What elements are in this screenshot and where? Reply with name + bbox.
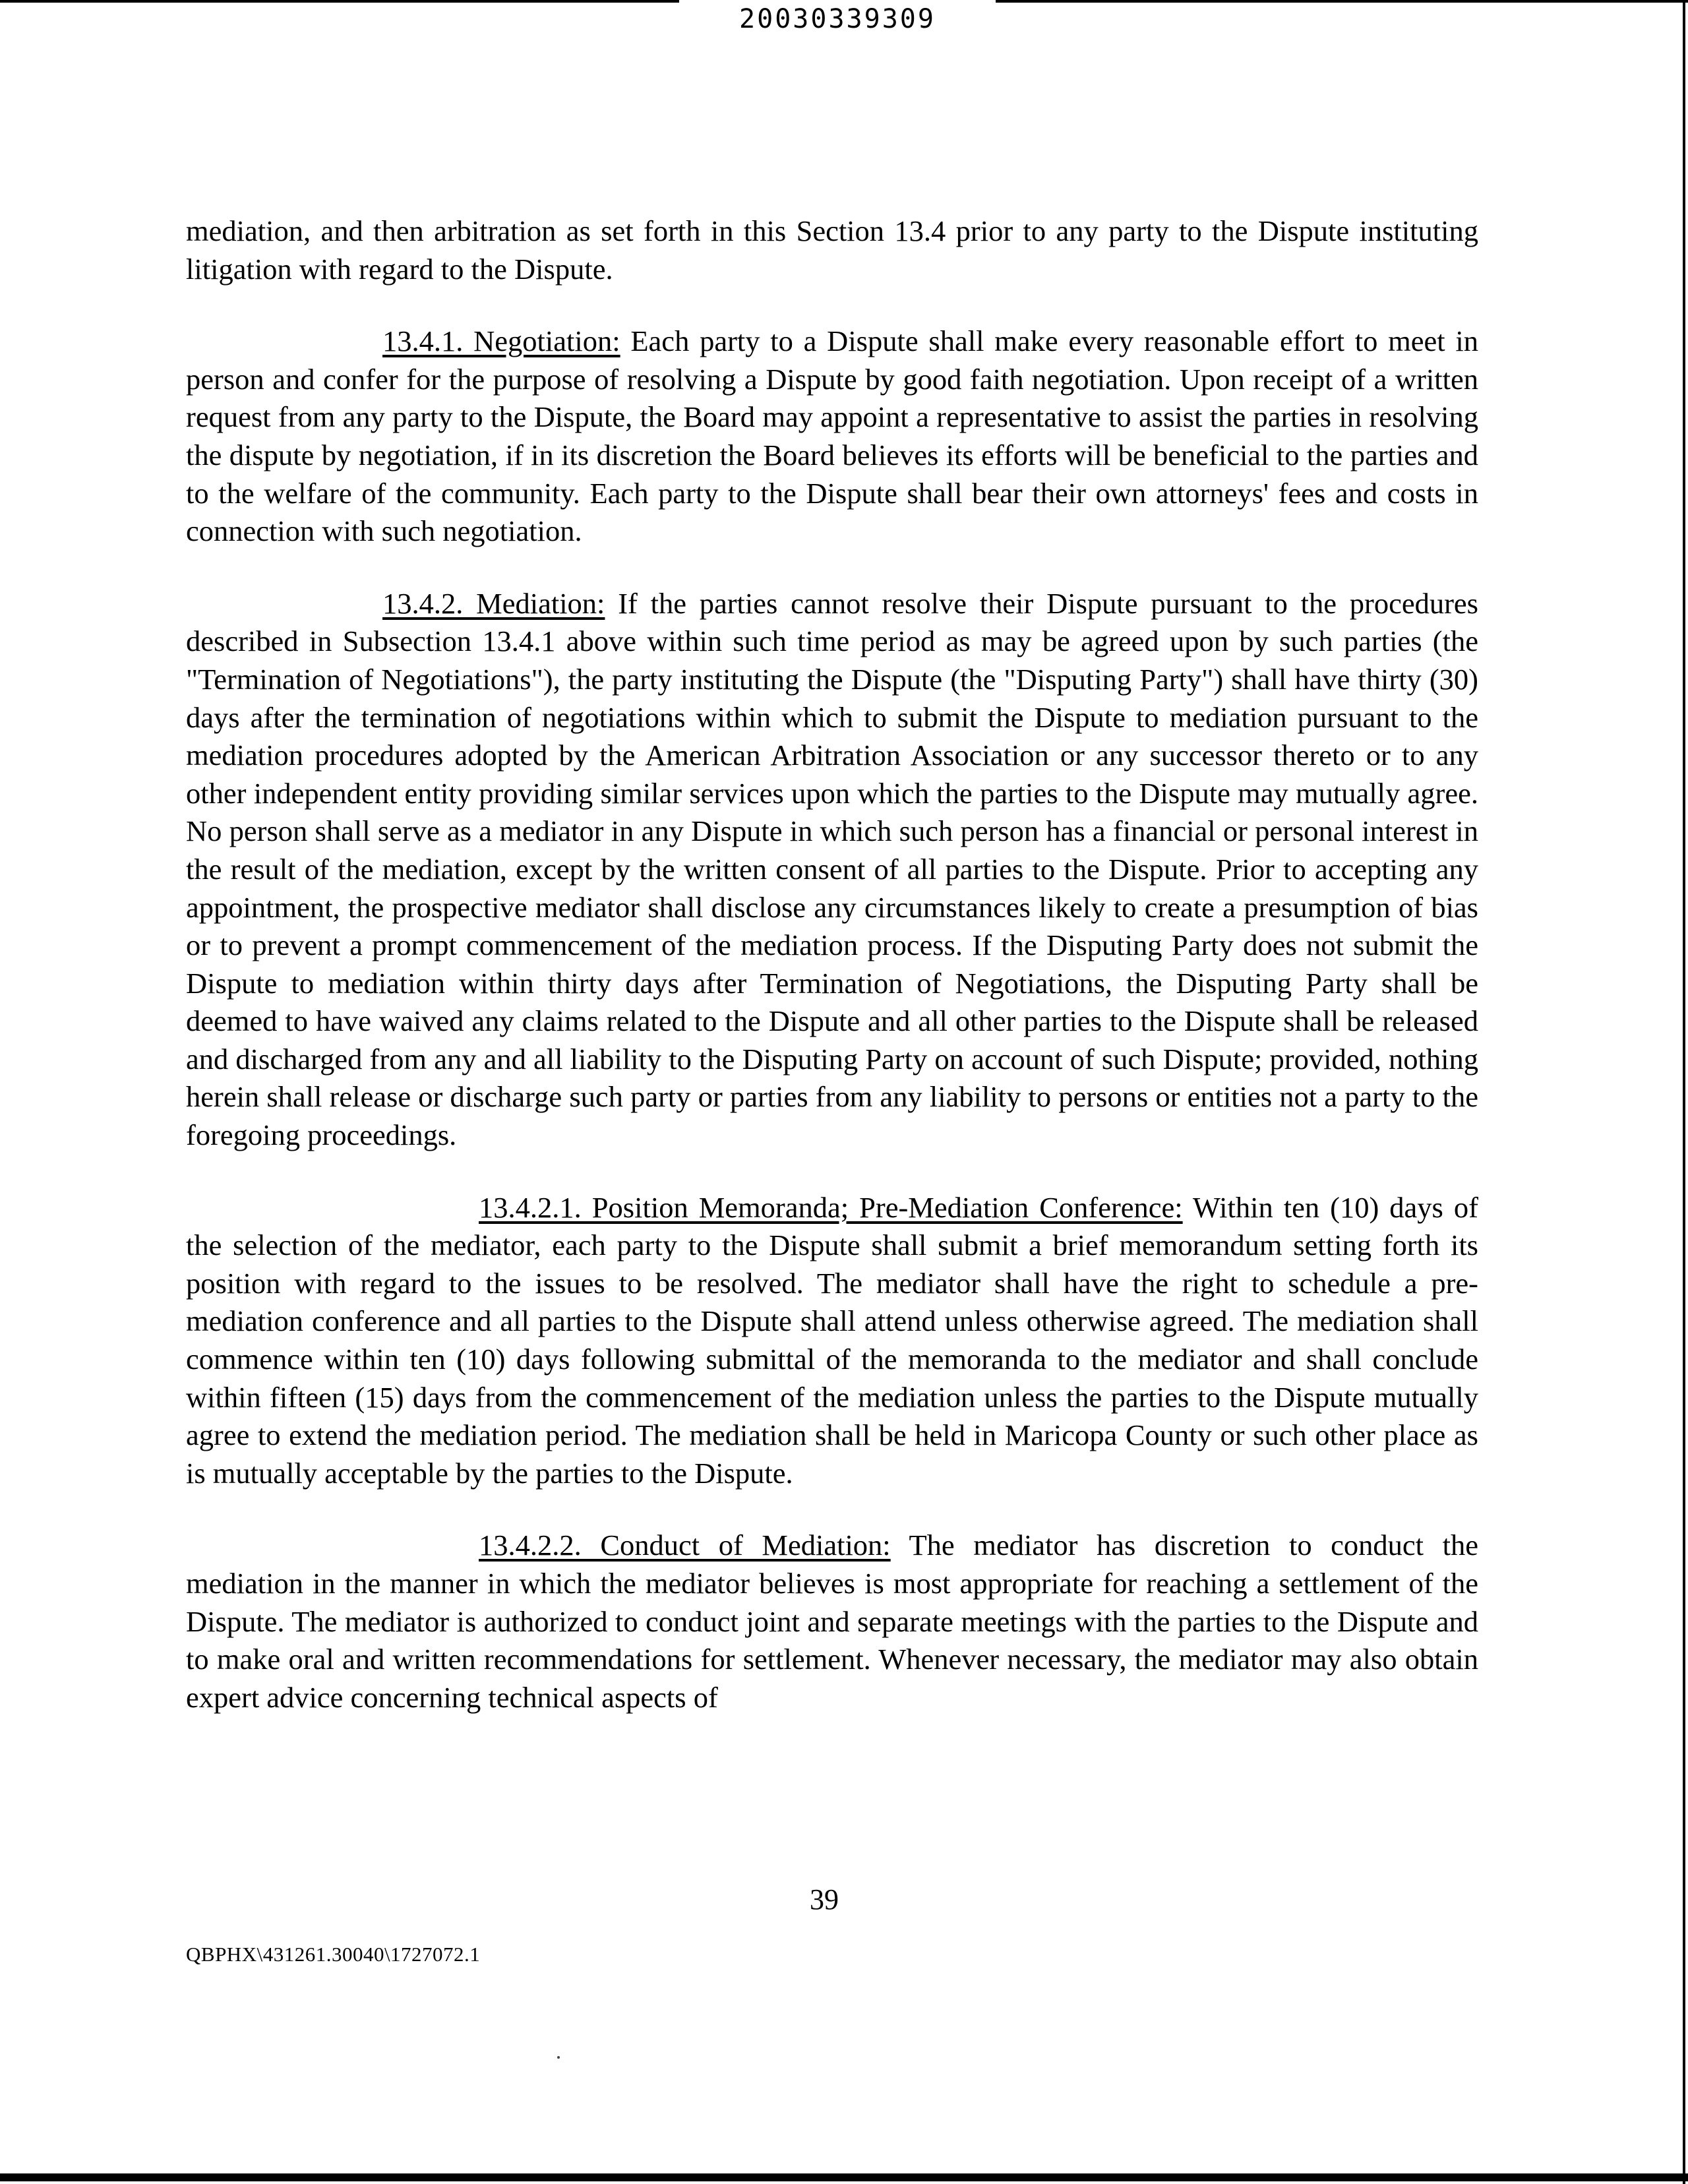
body-text [186,212,1478,1716]
paragraph-text: Within ten (10) days of the selection of the mediator, each party to the Dispute shall submit a brief memorandum setting forth its position with regard to the issues to be resolved. The mediator shall have the right to schedule a pre-mediation conference and all parties to the Dispute shall attend unless otherwise agreed. The mediation shall commence within ten (10) days following submittal of the memoranda to the mediator and shall conclude within fifteen (15) days from the commencement of the mediation unless the parties to the Dispute mutually agree to extend the mediation period. The mediation shall be held in Maricopa County or such other place as is mutually acceptable by the parties to the Dispute. [186,1190,1478,1490]
paragraph-text: mediation, and then arbitration as set forth in this Section 13.4 prior to any party to the Dispute instituting litigation with regard to the Dispute. [186,214,1478,286]
paragraph-text: Each party to a Dispute shall make every reasonable effort to meet in person and confer for the purpose of resolving a Dispute by good faith negotiation. Upon receipt of a written request from any party to the Dispute, the Board may appoint a representative to assist the parties in resolving the dispute by negotiation, if in its discretion the Board believes its efforts will be beneficial to the parties and to the welfare of the community. Each party to the Dispute shall bear their own attorneys' fees and costs in connection with such negotiation. [186,324,1478,548]
page-number: 39 [810,1883,839,1916]
right-border [1683,0,1685,2184]
paragraph-continuation [186,212,1478,288]
paragraph-text: The mediator has discretion to conduct the mediation in the manner in which the mediator believes is most appropriate for reaching a settlement of the Dispute. The mediator is authorized to conduct joint and separate meetings with the parties to the Dispute and to make oral and written recommendations for settlement. Whenever necessary, the mediator may also obtain expert advice concerning technical aspects of [186,1529,1479,1714]
paragraph-conduct-of-mediation [186,1527,1478,1716]
paragraph-text: If the parties cannot resolve their Dispute pursuant to the procedures described in Subsection 13.4.1 above within such time period as may be agreed upon by such parties (the "Termination of Negotiations"), the party instituting the Dispute (the "Disputing Party") shall have thirty (30) days after the termination of negotiations within which to submit the Dispute to mediation pursuant to the mediation procedures adopted by the American Arbitration Association or any successor thereto or to any other independent entity providing similar services upon which the parties to the Dispute may mutually agree. No person shall serve as a mediator in any Dispute in which such person has a financial or personal interest in the result of the mediation, except by the written consent of all parties to the Dispute. Prior to accepting any appointment, the prospective mediator shall disclose any circumstances likely to create a presumption of bias or to prevent a prompt commencement of the mediation process. If the Disputing Party does not submit the Dispute to mediation within thirty days after Termination of Negotiations, the Disputing Party shall be deemed to have waived any claims related to the Dispute and all other parties to the Dispute shall be released and discharged from any and all liability to the Disputing Party on account of such Dispute; provided, nothing herein shall release or discharge such party or parties from any liability to persons or entities not a party to the foregoing proceedings. [186,586,1478,1152]
paragraph-mediation [186,585,1478,1155]
paragraph-negotiation [186,322,1478,551]
bottom-border [0,2173,1688,2181]
section-heading: 13.4.1. Negotiation: [382,324,620,358]
document-number: 20030339309 [679,0,996,41]
paragraph-position-memoranda [186,1189,1478,1493]
document-id: QBPHX\431261.30040\1727072.1 [186,1943,481,1966]
section-heading: 13.4.2.2. Conduct of Mediation: [479,1529,891,1562]
section-heading: 13.4.2.1. Position Memoranda; Pre-Mediation Conference: [479,1190,1183,1224]
section-heading: 13.4.2. Mediation: [382,586,605,620]
scan-speck [557,2056,560,2059]
